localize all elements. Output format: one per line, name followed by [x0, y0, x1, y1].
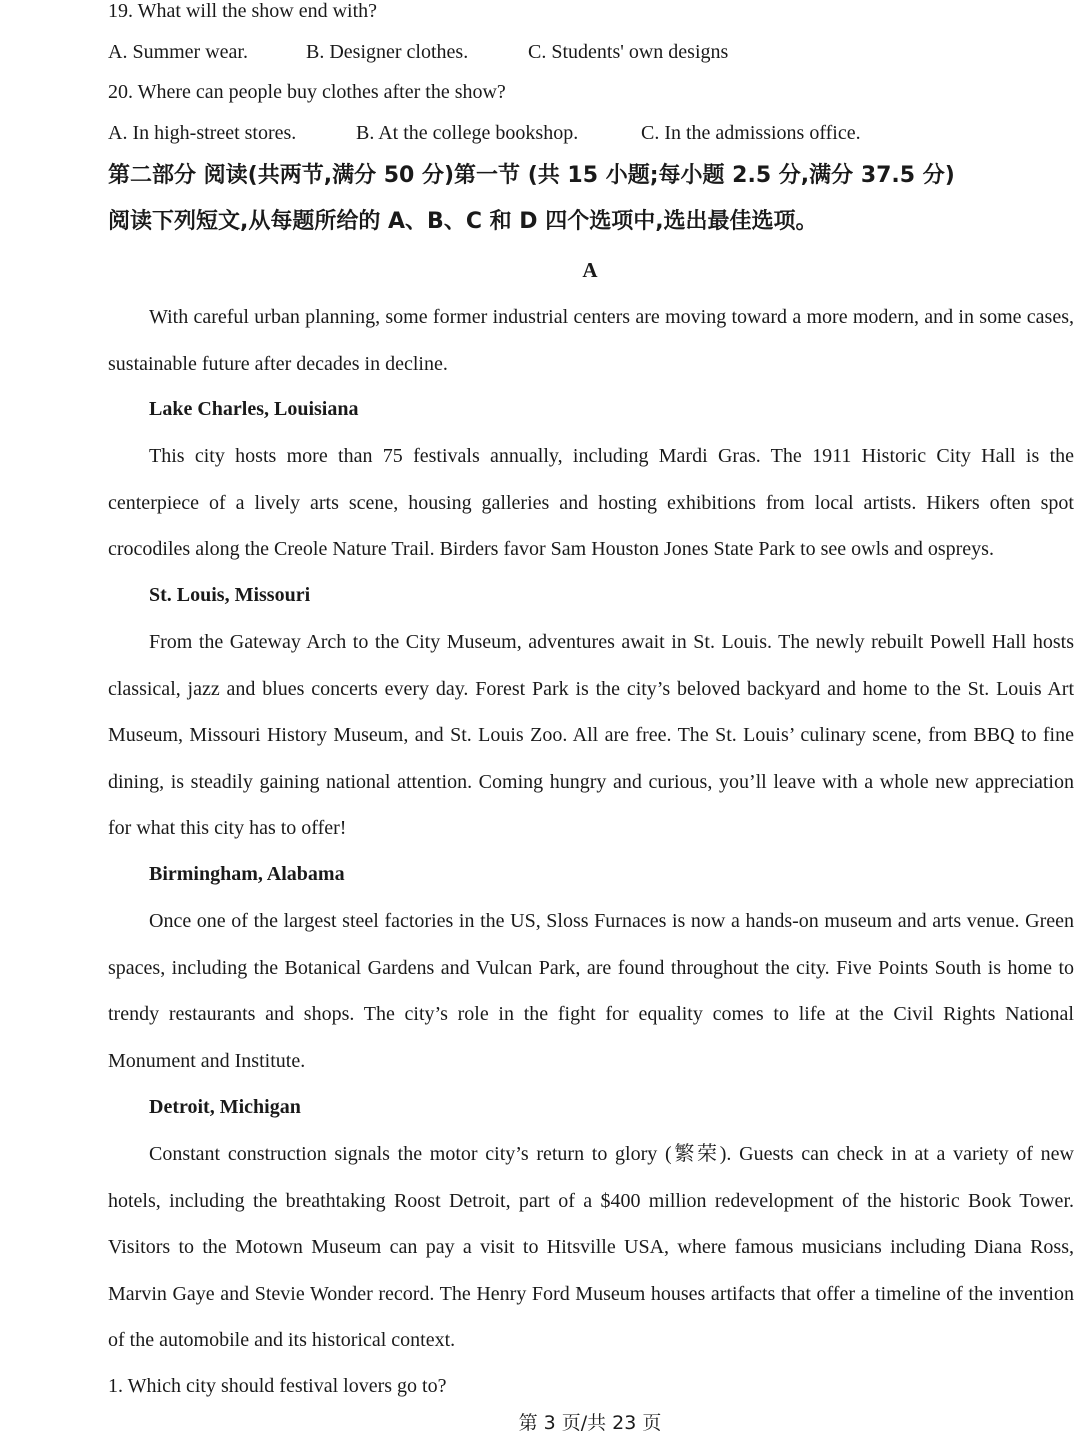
question-20-option-a: A. In high-street stores. [108, 122, 297, 144]
city-heading-lake-charles: Lake Charles, Louisiana [149, 398, 359, 420]
city-text-lake-charles: This city hosts more than 75 festivals annually, including Mardi Gras. The 1911 Historic City Hall is the centerpiece of a lively arts scene, housing galleries and hosting exhibitions from local artists. Hikers often spot crocodiles along the Creole Nature Trail. Birders favor Sam Houston Jones State Park to see owls and ospreys. [108, 445, 1074, 560]
question-19-option-c: C. Students' own designs [528, 41, 729, 63]
question-19-option-a: A. Summer wear. [108, 41, 248, 63]
passage-label: A [582, 258, 598, 282]
city-text-birmingham: Once one of the largest steel factories in the US, Sloss Furnaces is now a hands-on museum and arts venue. Green spaces, including the Botanical Gardens and Vulcan Park, are found throughout the city. Five Points South is home to trendy restaurants and shops. The city’s role in the fight for equality comes to life at the Civil Rights National Monument and Institute. [108, 910, 1074, 1072]
question-1-stem: 1. Which city should festival lovers go to? [108, 1375, 447, 1397]
question-19-stem: 19. What will the show end with? [108, 0, 378, 22]
question-20-stem: 20. Where can people buy clothes after the show? [108, 81, 506, 103]
passage-intro: With careful urban planning, some former industrial centers are moving toward a more modern, and in some cases, sustainable future after decades in decline. [108, 306, 1074, 375]
city-text-detroit: Constant construction signals the motor city’s return to glory (繁荣). Guests can check in at a variety of new hotels, including the breathtaking Roost Detroit, part of a $400 million redevelopment of the historic Book Tower. Visitors to the Motown Museum can pay a visit to Hitsville USA, where famous musicians including Diana Ross, Marvin Gaye and Stevie Wonder record. The Henry Ford Museum houses artifacts that offer a timeline of the invention of the automobile and its historical context. [108, 1143, 1074, 1351]
city-heading-detroit: Detroit, Michigan [149, 1096, 301, 1118]
question-20-options [108, 123, 1074, 143]
page-number-footer: 第 3 页/共 23 页 [518, 1412, 662, 1434]
question-19-options [108, 42, 1074, 62]
question-19-option-b: B. Designer clothes. [306, 41, 469, 63]
section-instructions: 阅读下列短文,从每题所给的 A、B、C 和 D 四个选项中,选出最佳选项。 [108, 209, 818, 234]
section-heading: 第二部分 阅读(共两节,满分 50 分)第一节 (共 15 小题;每小题 2.5 分,满分 37.5 分) [108, 163, 955, 188]
city-heading-birmingham: Birmingham, Alabama [149, 863, 345, 885]
question-20-option-c: C. In the admissions office. [641, 122, 861, 144]
city-heading-st-louis: St. Louis, Missouri [149, 584, 311, 606]
city-text-st-louis: From the Gateway Arch to the City Museum, adventures await in St. Louis. The newly rebuilt Powell Hall hosts classical, jazz and blues concerts every day. Forest Park is the city’s beloved backyard and home to the St. Louis Art Museum, Missouri History Museum, and St. Louis Zoo. All are free. The St. Louis’ culinary scene, from BBQ to fine dining, is steadily gaining national attention. Coming hungry and curious, you’ll leave with a whole new appreciation for what this city has to offer! [108, 631, 1074, 839]
question-20-option-b: B. At the college bookshop. [356, 122, 579, 144]
